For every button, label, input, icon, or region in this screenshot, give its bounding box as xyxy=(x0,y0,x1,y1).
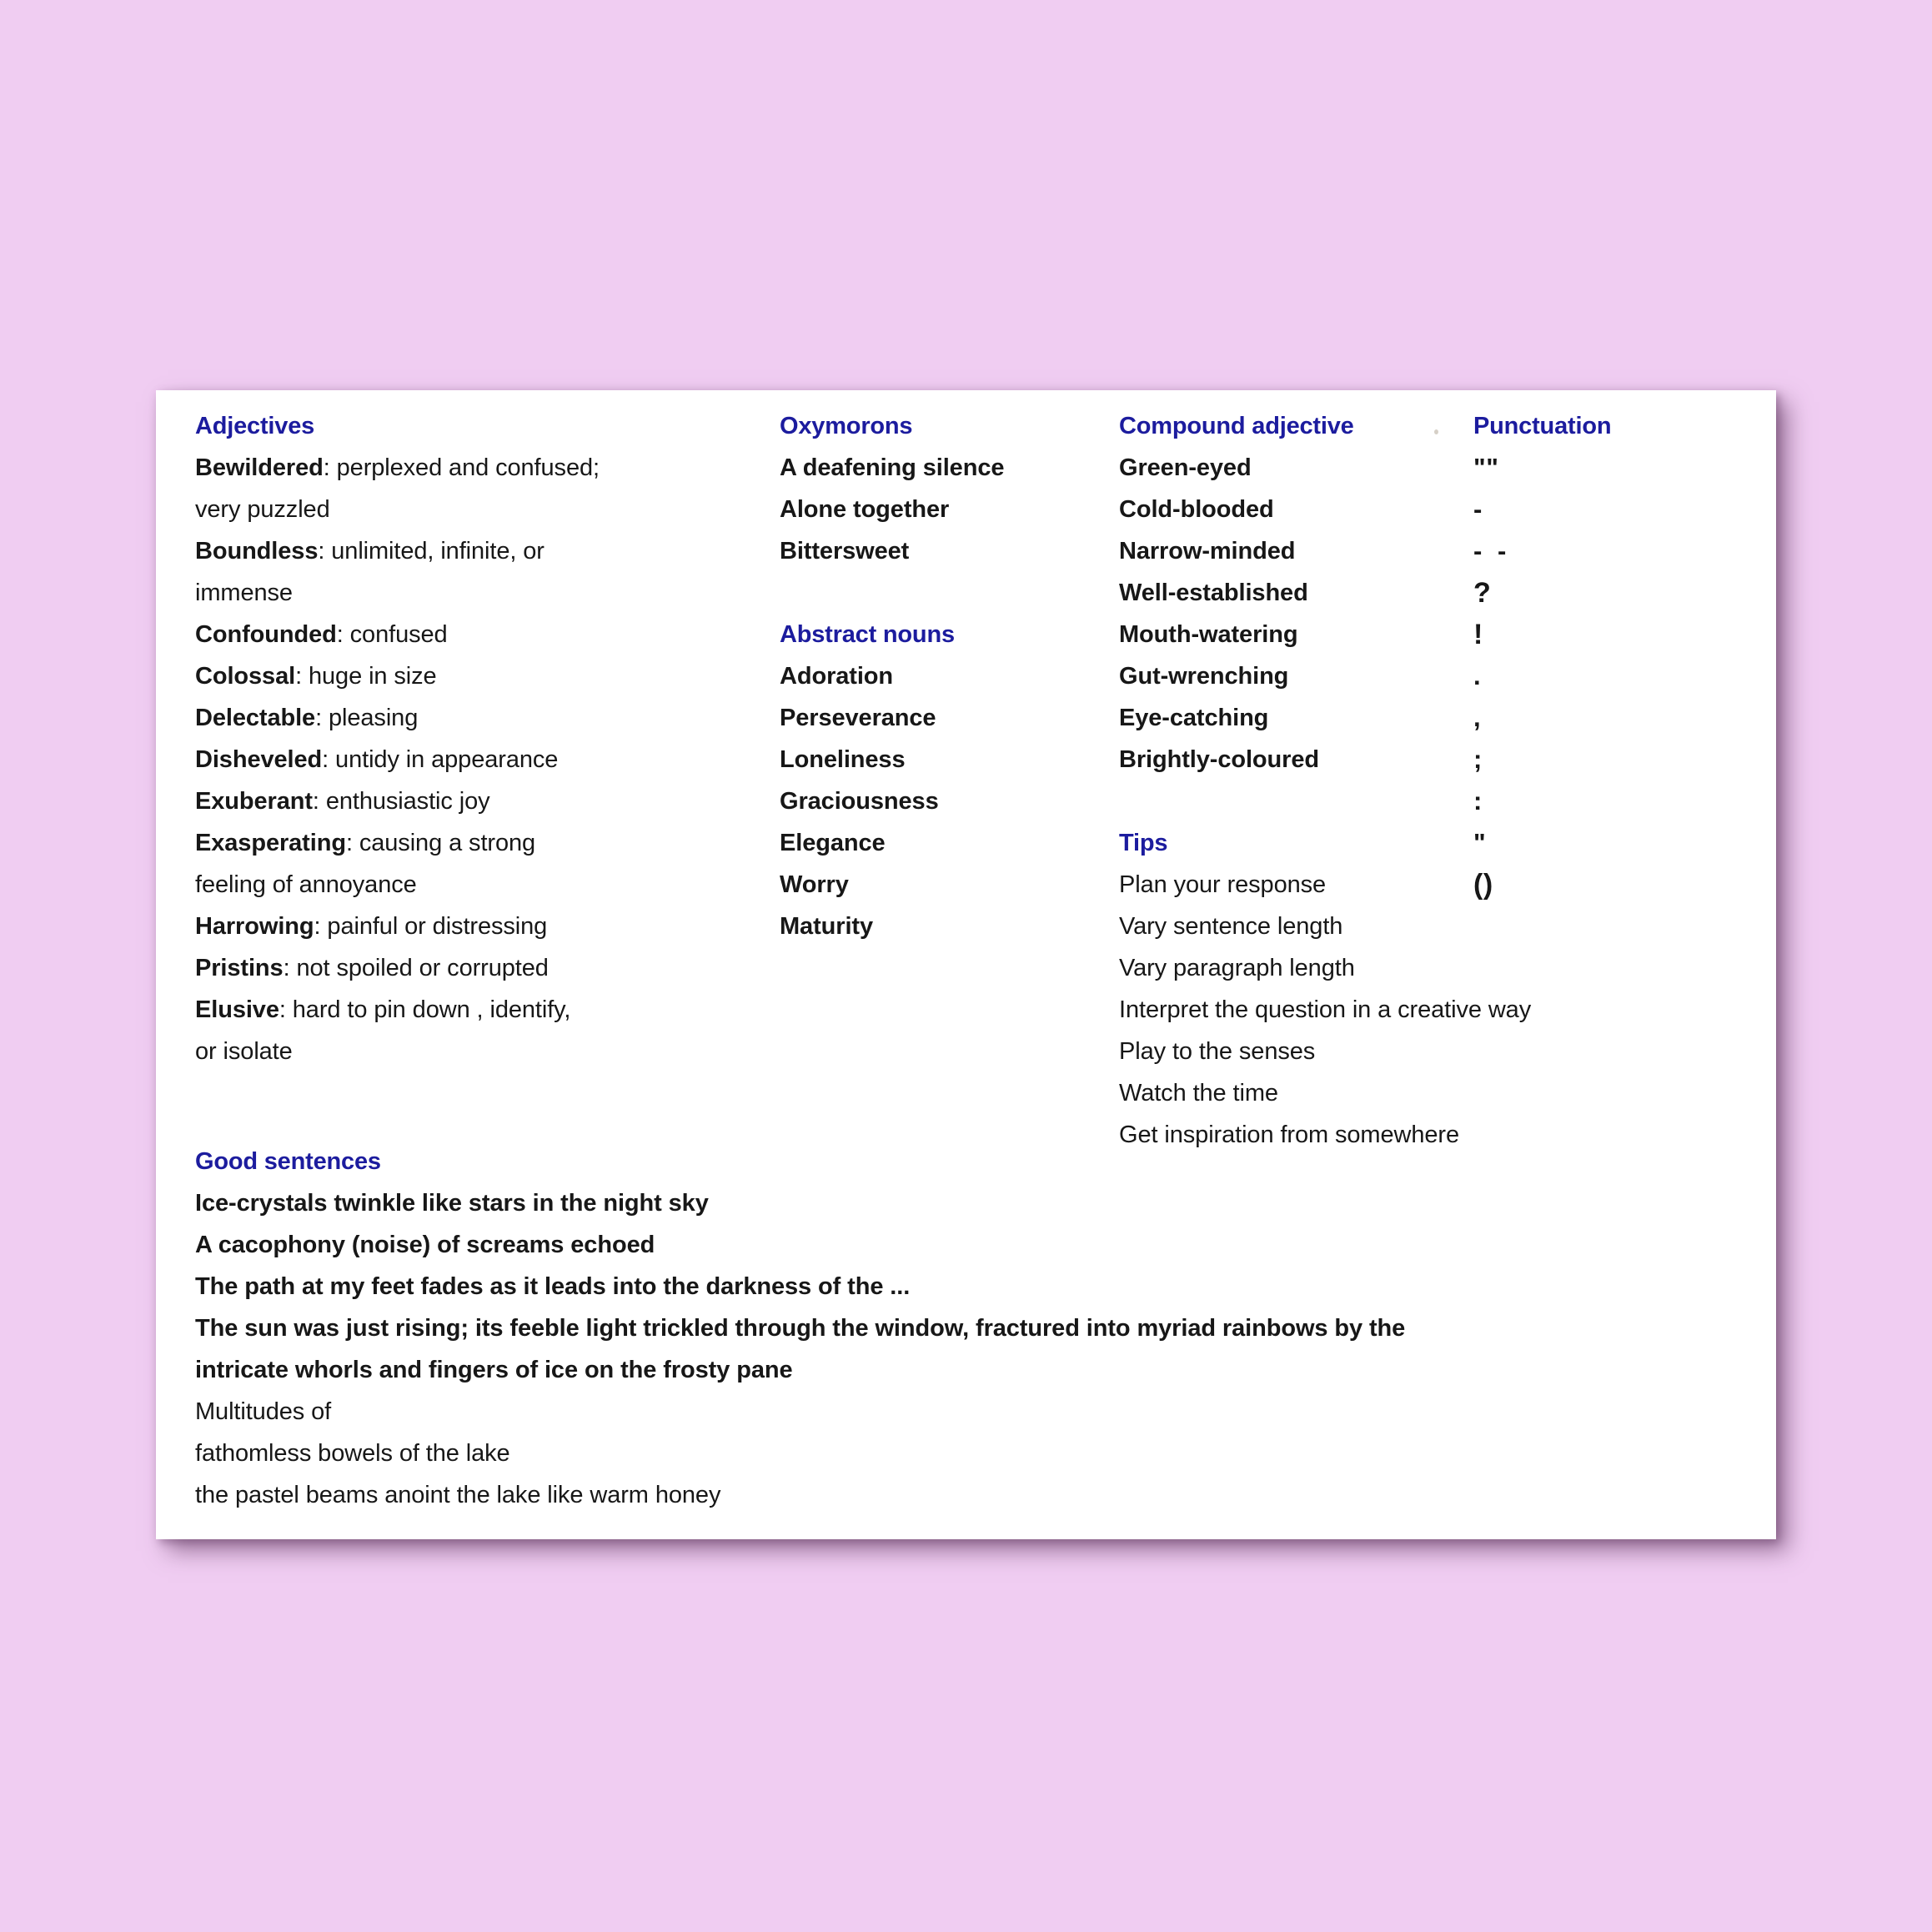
adjective-definition: : untidy in appearance xyxy=(322,746,559,773)
section-heading-tips: Tips xyxy=(1119,830,1168,856)
adjective-entry xyxy=(195,1031,712,1072)
punctuation-mark-apostrophe: " xyxy=(1473,828,1487,857)
list-item: Adoration xyxy=(780,663,894,690)
tip-item: Play to the senses xyxy=(1119,1038,1316,1065)
punctuation-mark-fullstop: . xyxy=(1473,661,1482,690)
list-item: Brightly-coloured xyxy=(1119,746,1319,773)
adjective-definition: : causing a strong xyxy=(345,830,536,856)
adjective-definition: : perplexed and confused; xyxy=(323,454,600,481)
adjective-definition: : hard to pin down , identify, xyxy=(279,996,571,1023)
punctuation-mark-semicolon: ; xyxy=(1473,745,1483,774)
list-item: Elegance xyxy=(780,830,886,856)
section-gap xyxy=(780,572,1055,614)
list-item: Mouth-watering xyxy=(1119,621,1298,648)
list-item: Bittersweet xyxy=(780,538,910,565)
sentence-item: the pastel beams anoint the lake like warm honey xyxy=(195,1482,721,1508)
punctuation-mark-quotation: "" xyxy=(1473,453,1499,482)
sentence-item: The path at my feet fades as it leads into the darkness of the ... xyxy=(195,1273,911,1300)
list-item: Gut-wrenching xyxy=(1119,663,1289,690)
list-item: A deafening silence xyxy=(780,454,1005,481)
tip-item: Interpret the question in a creative way xyxy=(1119,996,1532,1023)
adjective-term: Harrowing xyxy=(195,913,314,940)
list-item: Well-established xyxy=(1119,580,1308,606)
punctuation-mark-hyphen: - xyxy=(1473,494,1483,524)
list-item: Narrow-minded xyxy=(1119,538,1296,565)
adjective-entry xyxy=(195,530,712,572)
section-compound-adjective-and-tips xyxy=(1119,405,1532,1156)
adjective-definition: : confused xyxy=(336,621,448,648)
adjective-term: Boundless xyxy=(195,538,319,565)
adjective-definition: : painful or distressing xyxy=(314,913,548,940)
adjective-definition: : enthusiastic joy xyxy=(312,788,490,815)
adjective-definition: : pleasing xyxy=(315,705,419,731)
punctuation-mark-exclamation: ! xyxy=(1473,619,1483,650)
section-punctuation xyxy=(1473,405,1690,906)
sentence-item: A cacophony (noise) of screams echoed xyxy=(195,1232,655,1258)
adjective-entry xyxy=(195,572,712,614)
list-item: Graciousness xyxy=(780,788,939,815)
adjective-entry xyxy=(195,864,712,906)
tip-item: Get inspiration from somewhere xyxy=(1119,1122,1459,1148)
tip-item: Vary sentence length xyxy=(1119,913,1343,940)
adjective-entry xyxy=(195,780,712,822)
punctuation-mark-dashes: - - xyxy=(1473,536,1507,565)
sentence-item: Ice-crystals twinkle like stars in the night sky xyxy=(195,1190,709,1217)
tip-item: Vary paragraph length xyxy=(1119,955,1355,981)
adjective-term: Exasperating xyxy=(195,830,346,856)
section-oxymorons-and-abstract-nouns xyxy=(780,405,1055,947)
punctuation-mark-colon: : xyxy=(1473,786,1483,815)
adjective-term: Bewildered xyxy=(195,454,324,481)
sentence-item: Multitudes of xyxy=(195,1398,332,1425)
adjective-term: Elusive xyxy=(195,996,279,1023)
section-heading-oxymorons: Oxymorons xyxy=(780,413,913,439)
list-item: Worry xyxy=(780,871,849,898)
adjective-definition: : unlimited, infinite, or xyxy=(318,538,544,565)
adjective-entry xyxy=(195,947,712,989)
document-page xyxy=(156,390,1776,1539)
adjective-entry xyxy=(195,697,712,739)
adjective-entry xyxy=(195,989,712,1031)
sentence-item: intricate whorls and fingers of ice on the frosty pane xyxy=(195,1357,793,1383)
list-item: Cold-blooded xyxy=(1119,496,1274,523)
adjective-entry xyxy=(195,906,712,947)
adjective-entry xyxy=(195,489,712,530)
punctuation-mark-question: ? xyxy=(1473,577,1492,609)
adjective-term: Confounded xyxy=(195,621,337,648)
adjective-term: Disheveled xyxy=(195,746,323,773)
sentence-item: The sun was just rising; its feeble light trickled through the window, fractured into myriad rainbows by the xyxy=(195,1315,1406,1342)
scan-speck-artifact xyxy=(1434,429,1438,434)
tip-item: Plan your response xyxy=(1119,871,1327,898)
adjective-definition: immense xyxy=(195,580,293,606)
adjective-definition: very puzzled xyxy=(195,496,330,523)
section-heading-punctuation: Punctuation xyxy=(1473,413,1612,439)
list-item: Green-eyed xyxy=(1119,454,1252,481)
list-item: Loneliness xyxy=(780,746,906,773)
section-heading-compound-adjective: Compound adjective xyxy=(1119,413,1354,439)
adjective-definition: feeling of annoyance xyxy=(195,871,417,898)
adjective-term: Exuberant xyxy=(195,788,313,815)
adjective-entry xyxy=(195,822,712,864)
sentence-item: fathomless bowels of the lake xyxy=(195,1440,510,1467)
adjective-definition: or isolate xyxy=(195,1038,293,1065)
tip-item: Watch the time xyxy=(1119,1080,1278,1107)
list-item: Perseverance xyxy=(780,705,936,731)
adjective-entry xyxy=(195,655,712,697)
punctuation-mark-parentheses: () xyxy=(1473,869,1493,901)
list-item: Eye-catching xyxy=(1119,705,1269,731)
section-heading-abstract-nouns: Abstract nouns xyxy=(780,621,955,648)
adjective-term: Delectable xyxy=(195,705,316,731)
adjective-entry xyxy=(195,447,712,489)
adjective-entry xyxy=(195,739,712,780)
section-adjectives xyxy=(195,405,712,1072)
section-gap xyxy=(1119,780,1511,822)
adjective-definition: : not spoiled or corrupted xyxy=(283,955,549,981)
section-heading-good-sentences: Good sentences xyxy=(195,1148,381,1175)
adjective-entry xyxy=(195,614,712,655)
punctuation-mark-comma: , xyxy=(1473,703,1482,732)
list-item: Maturity xyxy=(780,913,873,940)
section-heading-adjectives: Adjectives xyxy=(195,413,315,439)
adjective-definition: : huge in size xyxy=(295,663,437,690)
section-good-sentences xyxy=(195,1141,1746,1516)
list-item: Alone together xyxy=(780,496,950,523)
adjective-term: Pristins xyxy=(195,955,284,981)
adjective-term: Colossal xyxy=(195,663,296,690)
